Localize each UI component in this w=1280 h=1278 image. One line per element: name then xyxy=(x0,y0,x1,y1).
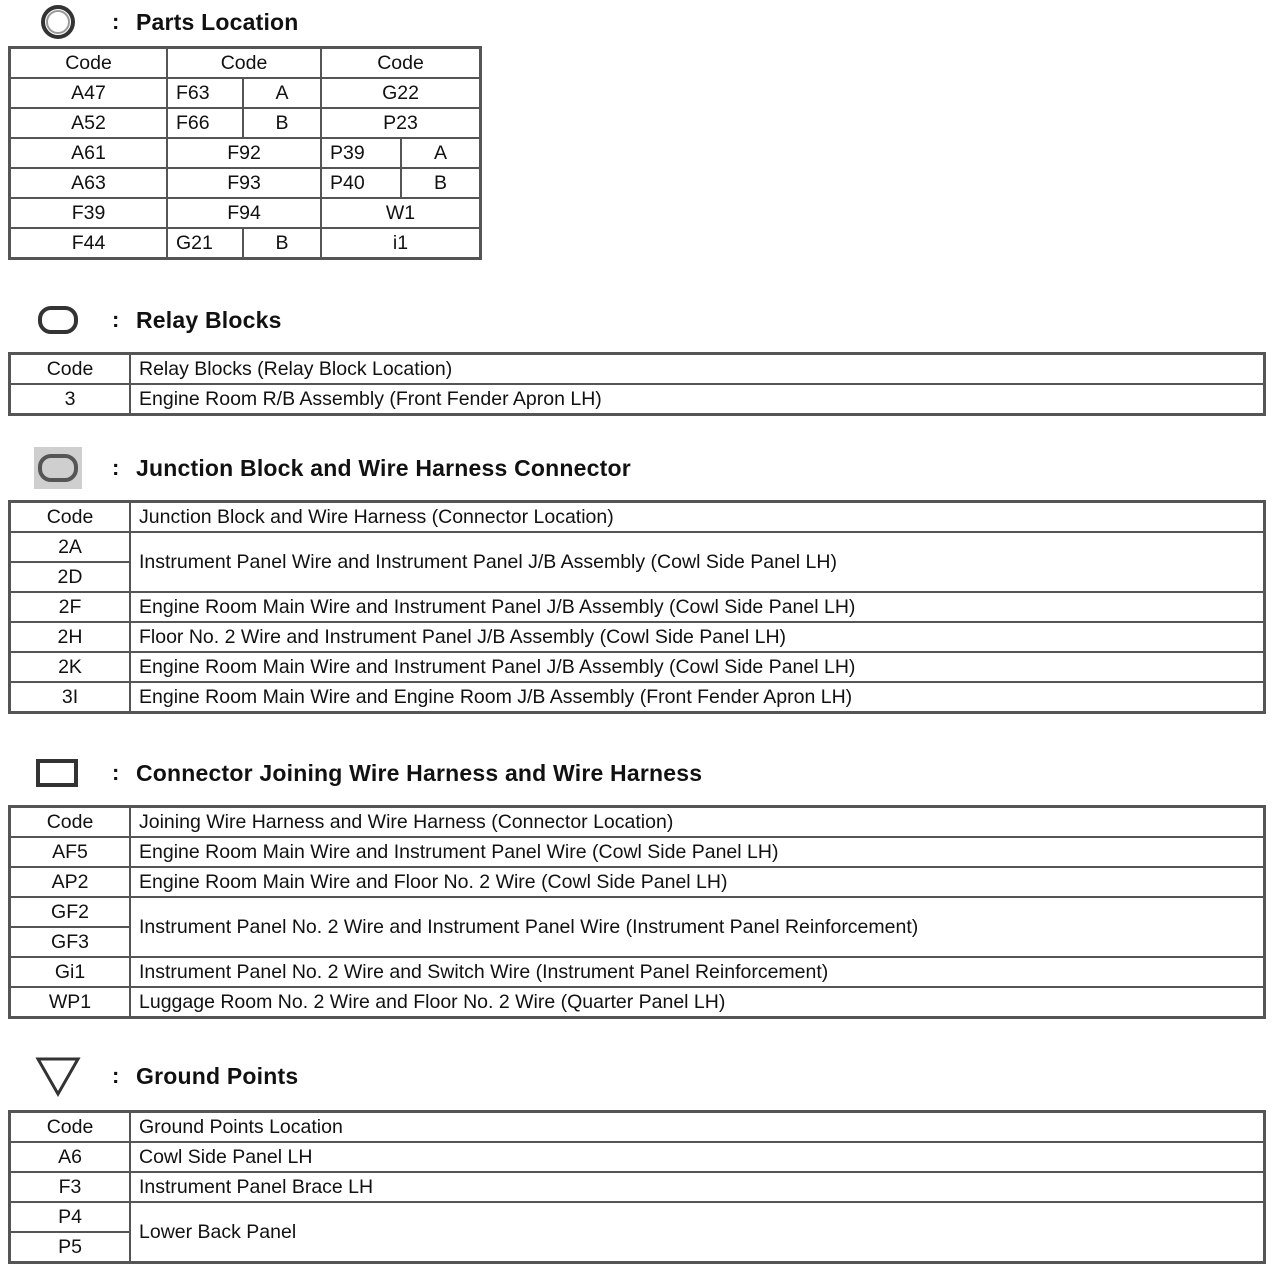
code-cell: F39 xyxy=(10,198,168,228)
header-description: Relay Blocks (Relay Block Location) xyxy=(130,354,1265,385)
description-cell: Luggage Room No. 2 Wire and Floor No. 2 Wire (Quarter Panel LH) xyxy=(130,987,1265,1018)
header-code: Code xyxy=(10,1112,131,1143)
rectangle-icon xyxy=(30,753,86,793)
section-title-text: Parts Location xyxy=(136,8,299,35)
description-cell: Engine Room Main Wire and Floor No. 2 Wire (Cowl Side Panel LH) xyxy=(130,867,1265,897)
code-cell: P4 xyxy=(10,1202,131,1232)
code-cell: P23 xyxy=(321,108,481,138)
code-cell: P39 xyxy=(321,138,401,168)
section-title-connector-joining xyxy=(30,753,702,793)
code-cell: GF2 xyxy=(10,897,131,927)
description-cell: Instrument Panel No. 2 Wire and Instrument Panel Wire (Instrument Panel Reinforcement) xyxy=(130,897,1265,957)
table-header-row xyxy=(10,502,1265,533)
description-cell: Engine Room R/B Assembly (Front Fender Apron LH) xyxy=(130,384,1265,415)
description-cell: Instrument Panel Wire and Instrument Panel J/B Assembly (Cowl Side Panel LH) xyxy=(130,532,1265,592)
table-header-row xyxy=(10,48,481,79)
header-code-2: Code xyxy=(167,48,321,79)
description-cell: Instrument Panel No. 2 Wire and Switch Wire (Instrument Panel Reinforcement) xyxy=(130,957,1265,987)
table-row xyxy=(10,837,1265,867)
table-header-row xyxy=(10,807,1265,838)
table-row xyxy=(10,198,481,228)
code-cell: i1 xyxy=(321,228,481,259)
rounded-rect-icon xyxy=(30,300,86,340)
relay-blocks-table xyxy=(8,352,1266,416)
code-cell: 2A xyxy=(10,532,131,562)
table-row xyxy=(10,532,1265,562)
table-row xyxy=(10,138,481,168)
code-cell: 2H xyxy=(10,622,131,652)
table-row xyxy=(10,168,481,198)
code-cell: 3 xyxy=(10,384,131,415)
description-cell: Engine Room Main Wire and Engine Room J/B Assembly (Front Fender Apron LH) xyxy=(130,682,1265,713)
table-row xyxy=(10,1202,1265,1232)
code-cell: 2F xyxy=(10,592,131,622)
table-row xyxy=(10,867,1265,897)
code-cell: 3I xyxy=(10,682,131,713)
table-row xyxy=(10,682,1265,713)
header-code-3: Code xyxy=(321,48,481,79)
section-title-junction-block xyxy=(30,448,631,488)
table-header-row xyxy=(10,1112,1265,1143)
section-title-text: Ground Points xyxy=(136,1062,299,1089)
header-code: Code xyxy=(10,502,131,533)
code-suffix-cell: B xyxy=(243,228,321,259)
junction-block-table xyxy=(8,500,1266,714)
title-colon: : xyxy=(112,307,120,332)
section-title-ground-points xyxy=(30,1056,298,1096)
code-cell: F93 xyxy=(167,168,321,198)
code-cell: W1 xyxy=(321,198,481,228)
title-colon: : xyxy=(112,455,120,480)
table-row xyxy=(10,108,481,138)
section-title-parts-location xyxy=(30,2,299,42)
code-cell: F44 xyxy=(10,228,168,259)
code-cell: A6 xyxy=(10,1142,131,1172)
ground-points-table xyxy=(8,1110,1266,1264)
circle-icon xyxy=(30,2,86,42)
header-code-1: Code xyxy=(10,48,168,79)
header-description: Joining Wire Harness and Wire Harness (Connector Location) xyxy=(130,807,1265,838)
table-row xyxy=(10,622,1265,652)
description-cell: Floor No. 2 Wire and Instrument Panel J/B Assembly (Cowl Side Panel LH) xyxy=(130,622,1265,652)
table-row xyxy=(10,987,1265,1018)
code-cell: F92 xyxy=(167,138,321,168)
table-row xyxy=(10,897,1265,927)
table-header-row xyxy=(10,354,1265,385)
code-suffix-cell: A xyxy=(243,78,321,108)
code-cell: GF3 xyxy=(10,927,131,957)
title-colon: : xyxy=(112,1063,120,1088)
section-title-relay-blocks xyxy=(30,300,282,340)
code-cell: F3 xyxy=(10,1172,131,1202)
code-cell: A47 xyxy=(10,78,168,108)
code-cell: A63 xyxy=(10,168,168,198)
code-suffix-cell: B xyxy=(243,108,321,138)
section-title-text: Junction Block and Wire Harness Connector xyxy=(136,454,631,481)
code-suffix-cell: B xyxy=(401,168,481,198)
section-title-text: Connector Joining Wire Harness and Wire Harness xyxy=(136,759,703,786)
code-cell: Gi1 xyxy=(10,957,131,987)
code-cell: P40 xyxy=(321,168,401,198)
description-cell: Instrument Panel Brace LH xyxy=(130,1172,1265,1202)
triangle-down-icon xyxy=(30,1056,86,1096)
table-row xyxy=(10,1172,1265,1202)
connector-joining-table xyxy=(8,805,1266,1019)
description-cell: Engine Room Main Wire and Instrument Panel Wire (Cowl Side Panel LH) xyxy=(130,837,1265,867)
code-cell: G22 xyxy=(321,78,481,108)
header-code: Code xyxy=(10,807,131,838)
table-row xyxy=(10,1142,1265,1172)
title-colon: : xyxy=(112,760,120,785)
title-colon: : xyxy=(112,9,120,34)
code-cell: A52 xyxy=(10,108,168,138)
code-cell: F63 xyxy=(167,78,243,108)
code-cell: AF5 xyxy=(10,837,131,867)
code-cell: 2D xyxy=(10,562,131,592)
code-cell: WP1 xyxy=(10,987,131,1018)
header-description: Junction Block and Wire Harness (Connector Location) xyxy=(130,502,1265,533)
table-row xyxy=(10,652,1265,682)
header-code: Code xyxy=(10,354,131,385)
table-row xyxy=(10,228,481,259)
code-suffix-cell: A xyxy=(401,138,481,168)
table-row xyxy=(10,384,1265,415)
code-cell: AP2 xyxy=(10,867,131,897)
code-cell: F66 xyxy=(167,108,243,138)
code-cell: 2K xyxy=(10,652,131,682)
table-row xyxy=(10,957,1265,987)
table-row xyxy=(10,592,1265,622)
section-title-text: Relay Blocks xyxy=(136,306,282,333)
code-cell: P5 xyxy=(10,1232,131,1263)
description-cell: Lower Back Panel xyxy=(130,1202,1265,1263)
parts-location-table xyxy=(8,46,482,260)
header-description: Ground Points Location xyxy=(130,1112,1265,1143)
code-cell: F94 xyxy=(167,198,321,228)
table-row xyxy=(10,78,481,108)
shaded-rounded-rect-icon xyxy=(30,448,86,488)
description-cell: Cowl Side Panel LH xyxy=(130,1142,1265,1172)
description-cell: Engine Room Main Wire and Instrument Panel J/B Assembly (Cowl Side Panel LH) xyxy=(130,592,1265,622)
code-cell: A61 xyxy=(10,138,168,168)
code-cell: G21 xyxy=(167,228,243,259)
description-cell: Engine Room Main Wire and Instrument Panel J/B Assembly (Cowl Side Panel LH) xyxy=(130,652,1265,682)
